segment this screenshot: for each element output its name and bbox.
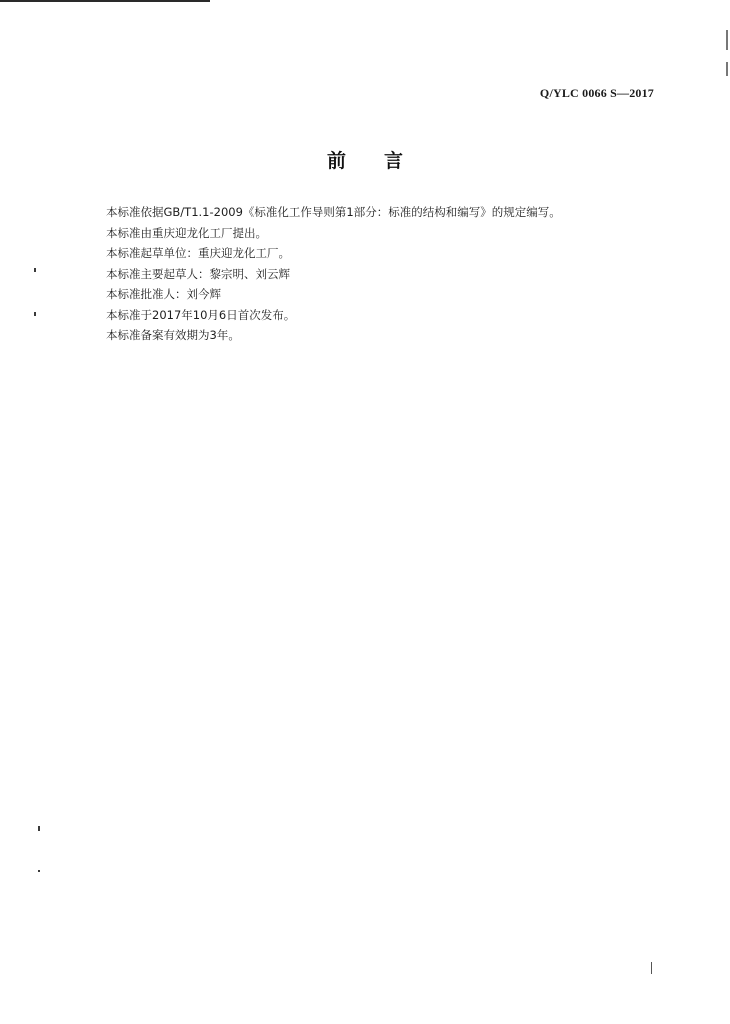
scan-artifact-dot [38, 826, 40, 831]
scan-artifact-line [0, 0, 210, 2]
foreword-line: 本标准主要起草人：黎宗明、刘云辉 [106, 266, 290, 281]
scan-artifact-dot [34, 312, 36, 316]
foreword-line: 本标准备案有效期为3年。 [106, 328, 240, 342]
scan-artifact-dot [34, 268, 36, 272]
page-mark [651, 962, 652, 974]
foreword-line: 本标准于2017年10月6日首次发布。 [106, 307, 296, 322]
scan-artifact-edge [726, 62, 728, 76]
scan-artifact-edge [726, 30, 728, 50]
section-title: 前言 [326, 150, 441, 172]
foreword-line: 本标准起草单位：重庆迎龙化工厂。 [106, 246, 290, 260]
foreword-line: 本标准批准人：刘今辉 [106, 287, 221, 301]
foreword-body [106, 202, 666, 346]
foreword-line: 本标准依据GB/T1.1-2009《标准化工作导则第1部分：标准的结构和编写》的规定编写。 [106, 205, 561, 219]
scan-artifact-dot [38, 870, 40, 872]
document-code: Q/YLC 0066 S—2017 [539, 86, 654, 100]
foreword-line: 本标准由重庆迎龙化工厂提出。 [106, 225, 267, 240]
